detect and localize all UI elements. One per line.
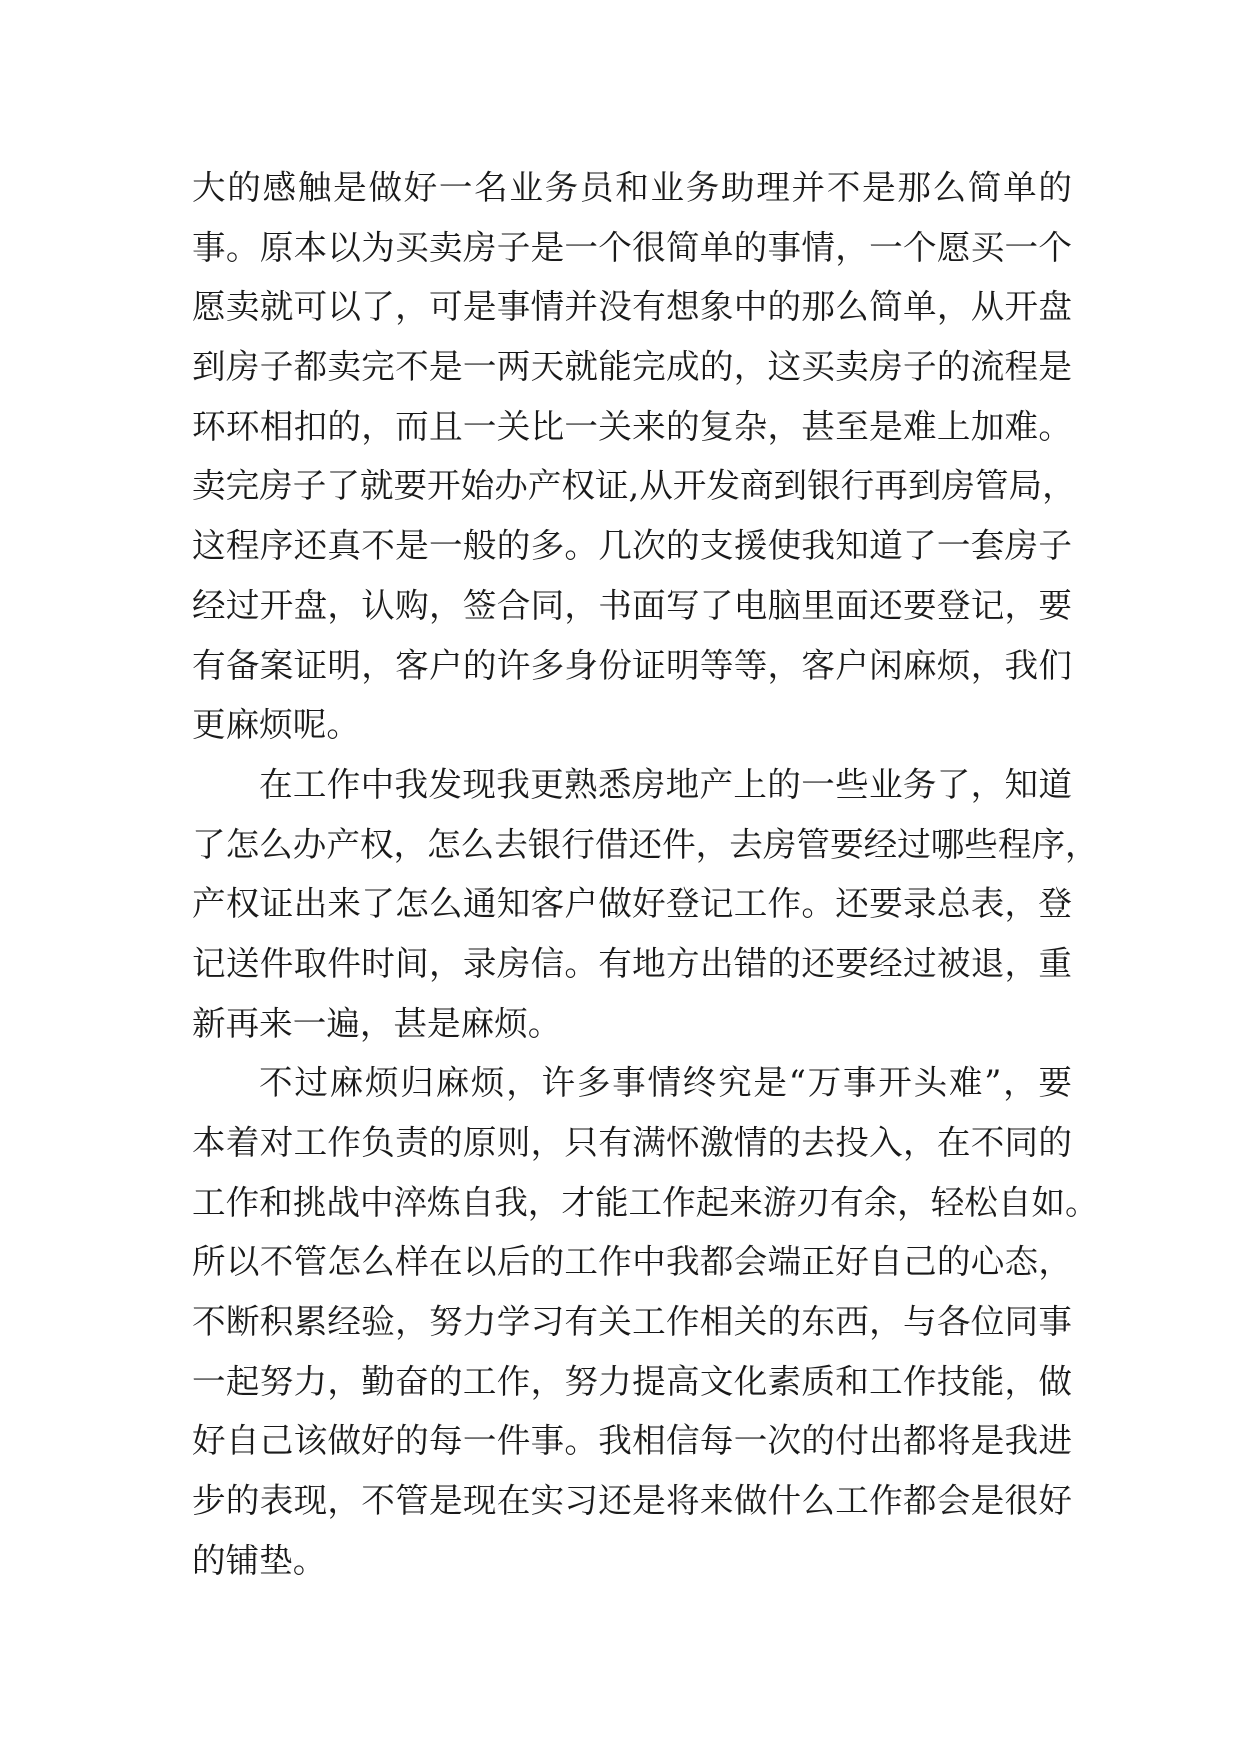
text-line: 了怎么办产权，怎么去银行借还件，去房管要经过哪些程序， (192, 824, 1099, 864)
text-line: 在工作中我发现我更熟悉房地产上的一些业务了，知道 (259, 764, 1072, 804)
text-line: 有备案证明，客户的许多身份证明等等，客户闲麻烦，我们 (192, 645, 1072, 685)
text-line: 大的感触是做好一名业务员和业务助理并不是那么简单的 (192, 168, 1072, 207)
text-line: 不断积累经验，努力学习有关工作相关的东西，与各位同事 (192, 1302, 1072, 1342)
text-line: 所以不管怎么样在以后的工作中我都会端正好自己的心态， (192, 1242, 1072, 1282)
text-line: 经过开盘，认购，签合同，书面写了电脑里面还要登记，要 (192, 585, 1072, 625)
text-line: 环环相扣的，而且一关比一关来的复杂，甚至是难上加难。 (192, 406, 1072, 446)
text-line: 步的表现，不管是现在实习还是将来做什么工作都会是很好 (192, 1481, 1072, 1521)
text-line: 更麻烦呢。 (192, 705, 360, 745)
text-line: 新再来一遍，甚是麻烦。 (192, 1003, 562, 1043)
text-line: 事。原本以为买卖房子是一个很简单的事情，一个愿买一个 (192, 227, 1072, 267)
text-line: 工作和挑战中淬炼自我，才能工作起来游刃有余，轻松自如。 (192, 1182, 1099, 1222)
text-line: 这程序还真不是一般的多。几次的支援使我知道了一套房子 (192, 526, 1072, 566)
text-line: 一起努力，勤奋的工作，努力提高文化素质和工作技能，做 (192, 1361, 1072, 1401)
text-line: 产权证出来了怎么通知客户做好登记工作。还要录总表，登 (192, 884, 1072, 924)
text-line: 记送件取件时间，录房信。有地方出错的还要经过被退，重 (192, 943, 1072, 983)
text-line: 不过麻烦归麻烦，许多事情终究是“万事开头难”，要 (259, 1063, 1072, 1103)
text-line: 本着对工作负责的原则，只有满怀激情的去投入，在不同的 (192, 1123, 1072, 1162)
body-text (192, 158, 1099, 1591)
text-line: 好自己该做好的每一件事。我相信每一次的付出都将是我进 (192, 1421, 1072, 1461)
text-line: 到房子都卖完不是一两天就能完成的，这买卖房子的流程是 (192, 347, 1072, 387)
text-line: 的铺垫。 (192, 1540, 327, 1580)
text-line: 愿卖就可以了，可是事情并没有想象中的那么简单，从开盘 (192, 287, 1072, 327)
text-line: 卖完房子了就要开始办产权证,从开发商到银行再到房管局， (192, 466, 1076, 506)
